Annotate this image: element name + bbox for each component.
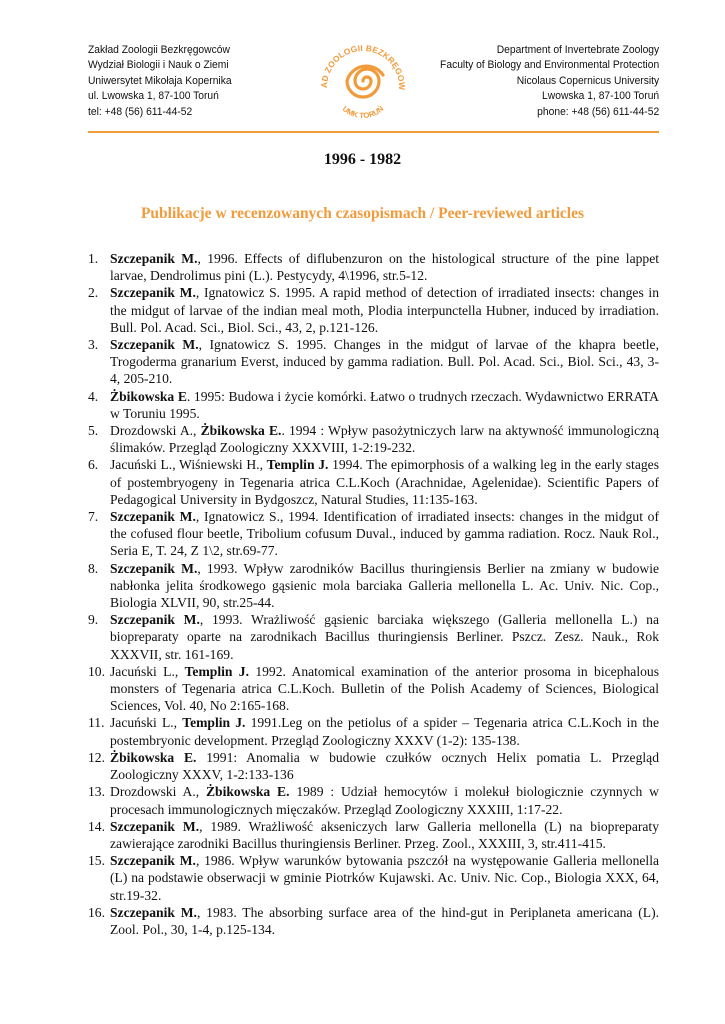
- publication-text: , 1993. Wrażliwość gąsienic barciaka większego (Galleria mellonella L.) na biopreparaty oparte na zarodnikach Bacillus thuringiensis Berliner. Pszcz. Zesz. Nauk., Rok XXXVII, str. 161-169.: [110, 612, 659, 662]
- publication-number: 1.: [88, 251, 99, 266]
- publication-text: Jacuński L.,: [110, 715, 183, 731]
- spiral-shell-icon: [347, 66, 383, 97]
- publication-number: 5.: [88, 423, 99, 439]
- publication-text: , 1983. The absorbing surface area of the hind-gut in Periplaneta americana (L). Zool. Pol., 30, 1-4, p.125-134.: [110, 904, 660, 937]
- publication-item: [88, 818, 659, 852]
- publication-author-highlight: Szczepanik M.: [110, 337, 199, 353]
- header-left-line: tel: +48 (56) 611-44-52: [88, 105, 193, 118]
- publication-list: [88, 250, 659, 938]
- publication-item: [88, 284, 659, 336]
- publication-author-highlight: Szczepanik M.: [110, 251, 198, 266]
- publication-author-highlight: Szczepanik M.: [110, 853, 196, 869]
- publication-text: Jacuński L., Wiśniewski H.,: [110, 457, 267, 473]
- publication-number: 3.: [88, 337, 99, 353]
- header-right-line: Department of Invertebrate Zoology: [496, 44, 659, 56]
- publication-text: , Ignatowicz S., 1994. Identification of irradiated insects: changes in the midgut of the cofused flour beetle, Tribolium cofusum Duval., induced by gamma radiation. Rocz. Nauk Rol., Seria E, T. 24, Z 1\2, str.69-77.: [110, 509, 660, 559]
- publication-item: [88, 388, 659, 422]
- publication-number: 15.: [88, 853, 105, 869]
- publication-item: [88, 904, 659, 938]
- publication-text: , Ignatowicz S. 1995. Changes in the midgut of larvae of the khapra beetle, Trogoderma granarium Everst, induced by gamma radiation. Bull. Pol. Acad. Sci., Biol. Sci., 43, 3-4, 205-210.: [110, 337, 659, 387]
- header-right-line: Lwowska 1, 87-100 Toruń: [541, 90, 659, 103]
- publication-number: 13.: [88, 784, 105, 800]
- publication-item: [88, 611, 659, 663]
- publication-text: 1991: Anomalia w budowie czułków ocznych Helix pomatia L. Przegląd Zoologiczny XXXV, 1-2:133-136: [110, 749, 659, 783]
- publication-text: Jacuński L.,: [110, 663, 185, 679]
- header-right-line: Nicolaus Copernicus University: [516, 74, 659, 87]
- header-divider: [88, 131, 659, 133]
- section-title: Publikacje w recenzowanych czasopismach / Peer-reviewed articles: [140, 205, 585, 222]
- publication-author-highlight: Żbikowska E.: [200, 423, 282, 439]
- publication-number: 9.: [88, 612, 99, 628]
- publication-number: 11.: [88, 715, 105, 731]
- publication-text: 1994. The epimorphosis of a walking leg in the early stages of postembryogeny in Tegenaria atrica C.L.Koch (Arachnidae, Agelenidae). Scientific Papers of Pedagogical University in Bydgoszcz, Natural Studies, 11:135-163.: [110, 457, 659, 507]
- department-logo: [313, 37, 413, 129]
- header-right-line: phone: +48 (56) 611-44-52: [537, 105, 659, 118]
- publication-text: , Ignatowicz S. 1995. A rapid method of detection of irradiated insects: changes in the midgut of larvae of the indian meal moth, Plodia interpunctella Hubner, induced by irradiation. Bull. Pol. Acad. Sci., Biol. Sci., 43, 2, p.121-126.: [110, 285, 660, 335]
- publication-number: 6.: [88, 457, 99, 473]
- publication-author-highlight: Żbikowska E.: [205, 784, 290, 800]
- svg-text:UMK TORUŃ: [341, 104, 386, 120]
- publication-text: 1989 : Udział hemocytów i molekuł biologicznie czynnych w procesach immunologicznych mięczaków. Przegląd Zoologiczny XXXIII, 1:17-22.: [110, 784, 659, 817]
- publication-number: 4.: [88, 388, 99, 404]
- publication-number: 8.: [88, 560, 99, 576]
- publication-item: [88, 749, 659, 783]
- header-left-line: ul. Lwowska 1, 87-100 Toruń: [88, 90, 219, 103]
- publication-item: [88, 714, 659, 748]
- publication-number: 7.: [88, 509, 99, 525]
- header-left-line: Zakład Zoologii Bezkręgowców: [88, 44, 230, 56]
- publication-item: [88, 422, 659, 456]
- publication-author-highlight: Szczepanik M.: [110, 560, 198, 576]
- header-left-address: [88, 43, 232, 120]
- publication-text: , 1989. Wrażliwość akseniczych larw Galleria mellonella (L) na biopreparaty zawierające zarodniki Bacillus thuringiensis Berliner. Przeg. Zool., XXXIII, 3, str.411-415.: [110, 818, 659, 851]
- header-left-line: Wydział Biologii i Nauk o Ziemi: [88, 59, 229, 72]
- svg-text:ZAKŁAD ZOOLOGII BEZKRĘGOWCÓW: [313, 37, 407, 90]
- publication-item: [88, 783, 659, 817]
- publication-author-highlight: Żbikowska E: [110, 388, 187, 404]
- header-left-line: Uniwersytet Mikołaja Kopernika: [88, 74, 232, 87]
- publication-author-highlight: Szczepanik M.: [110, 285, 196, 301]
- publication-text: Drozdowski A.,: [110, 423, 201, 439]
- publication-text: 1991.Leg on the petiolus of a spider – Tegenaria atrica C.L.Koch in the postembryonic development. Przegląd Zoologiczny XXXV (1-2): 135-138.: [110, 715, 660, 748]
- header-right-address: [440, 43, 659, 120]
- publication-number: 12.: [88, 749, 105, 765]
- header-right-line: Faculty of Biology and Environmental Protection: [439, 59, 659, 72]
- publication-text: . 1995: Budowa i życie komórki. Łatwo o trudnych rzeczach. Wydawnictwo ERRATA w Toruniu 1995.: [110, 388, 659, 421]
- publication-item: [88, 560, 659, 612]
- publication-item: [88, 250, 659, 284]
- publication-author-highlight: Szczepanik M.: [110, 612, 200, 628]
- publication-number: 10.: [88, 663, 105, 679]
- year-range-title: 1996 - 1982: [323, 151, 402, 168]
- publication-author-highlight: Szczepanik M.: [110, 904, 197, 920]
- publication-item: [88, 336, 659, 388]
- publication-author-highlight: Szczepanik M.: [110, 509, 196, 525]
- publication-text: , 1986. Wpływ warunków bytowania pszczół na występowanie Galleria mellonella (L) na podstawie obserwacji w gminie Piotrków Kujawski. Ac. Univ. Nic. Cop., Biologia XXX, 64, str.19-32.: [110, 853, 660, 903]
- publication-author-highlight: Templin J.: [184, 663, 249, 679]
- publication-author-highlight: Żbikowska E.: [110, 749, 197, 765]
- publication-item: [88, 852, 659, 904]
- publication-number: 2.: [88, 285, 99, 301]
- logo-bottom-text: UMK TORUŃ: [340, 104, 386, 121]
- publication-number: 14.: [88, 818, 105, 834]
- publication-number: 16.: [88, 904, 105, 920]
- publication-item: [88, 663, 659, 715]
- publication-author-highlight: Templin J.: [266, 457, 329, 473]
- publication-text: . 1994 : Wpływ pasożytniczych larw na aktywność immunologiczną ślimaków. Przegląd Zoologiczny XXXVIII, 1-2:19-232.: [110, 423, 660, 456]
- publication-author-highlight: Szczepanik M.: [110, 818, 200, 834]
- publication-text: Drozdowski A.,: [110, 784, 206, 800]
- publication-item: [88, 508, 659, 560]
- publication-text: , 1993. Wpływ zarodników Bacillus thuringiensis Berlier na zmiany w budowie nabłonka jelita środkowego gąsienic mola barciaka Galleria mellonella L. Ac. Univ. Nic. Cop., Biologia XLVII, 90, str.25-44.: [110, 560, 659, 611]
- publication-author-highlight: Templin J.: [182, 715, 246, 731]
- publication-item: [88, 456, 659, 508]
- logo-top-text: AD ZOOLOGII BEZKRĘGOW: [318, 42, 408, 91]
- publication-text: , 1996. Effects of diflubenzuron on the histological structure of the pine lappet larvae, Dendrolimus pini (L.). Pestycydy, 4\1996, str.5-12.: [110, 251, 660, 284]
- publication-text: 1992. Anatomical examination of the anterior prosoma in bicephalous monsters of Tegenaria atrica C.L.Koch. Bulletin of the Polish Academy of Sciences, Biological Sciences, Vol. 40, No 2:165-168.: [110, 663, 659, 714]
